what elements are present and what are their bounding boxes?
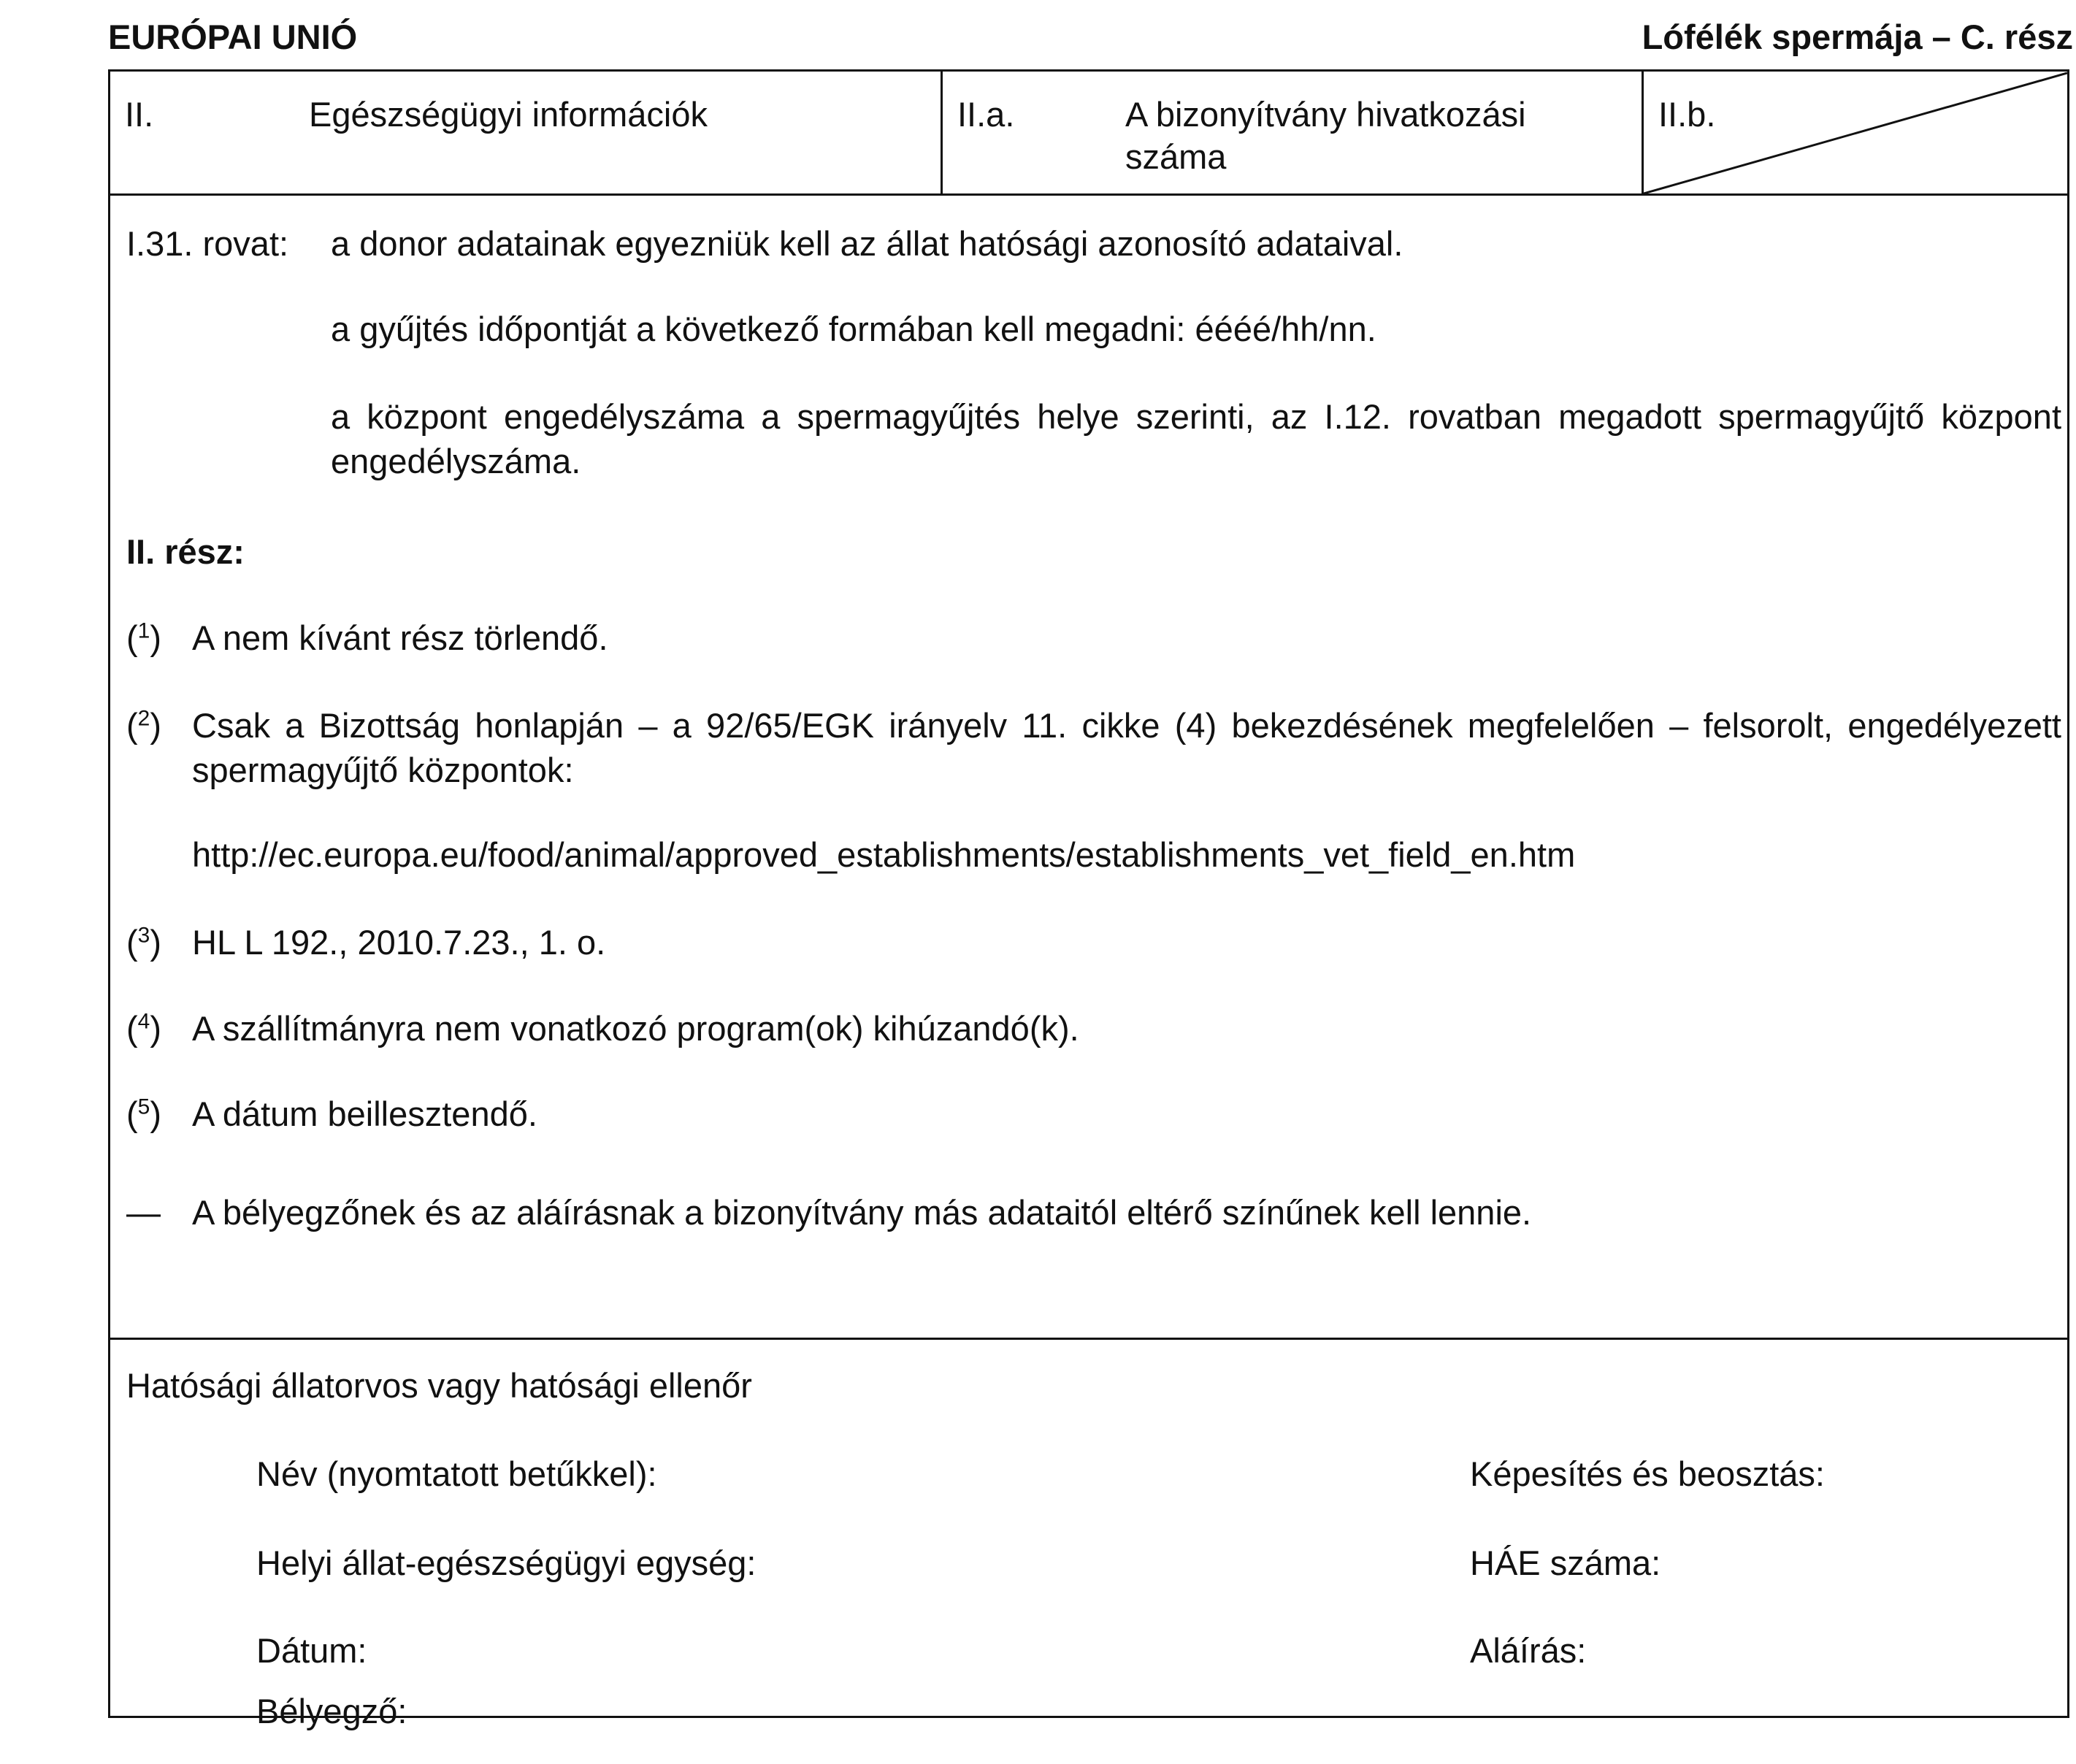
reference-text-line2: száma	[1125, 137, 1227, 176]
footnote-1: A nem kívánt rész törlendő.	[192, 618, 608, 657]
signature-label: Aláírás:	[1470, 1631, 1587, 1670]
notes-section	[110, 193, 2067, 1340]
name-label: Név (nyomtatott betűkkel):	[256, 1454, 657, 1493]
footnote-marker: ($^2$)	[126, 706, 161, 745]
section-title: Egészségügyi információk	[309, 95, 708, 134]
local-unit-label: Helyi állat-egészségügyi egység:	[256, 1544, 757, 1582]
footnote-marker: ($^1$)	[126, 618, 161, 657]
stamp-color-note: A bélyegzőnek és az aláírásnak a bizonyítvány más adataitól eltérő színűnek kell lennie.	[192, 1193, 1532, 1232]
stamp-label: Bélyegző:	[256, 1692, 407, 1730]
footnote-5: A dátum beillesztendő.	[192, 1094, 537, 1133]
section-number: II.	[125, 95, 154, 134]
iib-label: II.b.	[1658, 95, 1716, 134]
footnote-3: HL L 192., 2010.7.23., 1. o.	[192, 923, 606, 962]
header-title: Lófélék spermája – C. rész	[1642, 18, 2073, 56]
reference-text-line1: A bizonyítvány hivatkozási	[1125, 95, 1526, 134]
signature-section	[110, 1340, 2067, 1730]
certificate-frame	[108, 69, 2069, 1730]
footnote-2: Csak a Bizottság honlapján – a 92/65/EGK irányelv 11. cikke (4) bekezdésének megfelelően – felsorolt, engedélyezett spermagyűjtő központok:	[192, 706, 2061, 790]
footnote-4: A szállítmányra nem vonatkozó program(ok) kihúzandó(k).	[192, 1009, 1079, 1048]
rovat-note-1: a donor adatainak egyezniük kell az állat hatósági azonosító adataival.	[331, 224, 1403, 263]
header-cell-iib	[1644, 72, 2067, 193]
reference-number-label: II.a.	[957, 95, 1015, 134]
table-header-row	[110, 72, 2067, 196]
header-union: EURÓPAI UNIÓ	[108, 18, 358, 56]
hae-number-label: HÁE száma:	[1470, 1544, 1661, 1582]
header-cell-iia	[943, 72, 1644, 193]
footnote-2-url[interactable]: http://ec.europa.eu/food/animal/approved_establishments/establishments_vet_field_en.htm	[192, 835, 1576, 874]
official-title: Hatósági állatorvos vagy hatósági ellenőr	[126, 1366, 752, 1405]
dash-bullet: —	[126, 1193, 161, 1232]
footnote-marker: ($^4$)	[126, 1009, 161, 1048]
rovat-note-3: a központ engedélyszáma a spermagyűjtés helye szerinti, az I.12. rovatban megadott spermagyűjtő központ engedélyszáma.	[331, 397, 2061, 481]
header-cell-ii	[110, 72, 943, 193]
date-label: Dátum:	[256, 1631, 367, 1670]
part-title: II. rész:	[126, 532, 245, 571]
rovat-label: I.31. rovat:	[126, 224, 289, 263]
rovat-note-2: a gyűjtés időpontját a következő formában kell megadni: éééé/hh/nn.	[331, 310, 1376, 348]
footnote-marker: ($^5$)	[126, 1094, 161, 1133]
qualification-label: Képesítés és beosztás:	[1470, 1454, 1825, 1493]
footnote-marker: ($^3$)	[126, 923, 161, 962]
diagonal-strike	[1644, 72, 2067, 193]
